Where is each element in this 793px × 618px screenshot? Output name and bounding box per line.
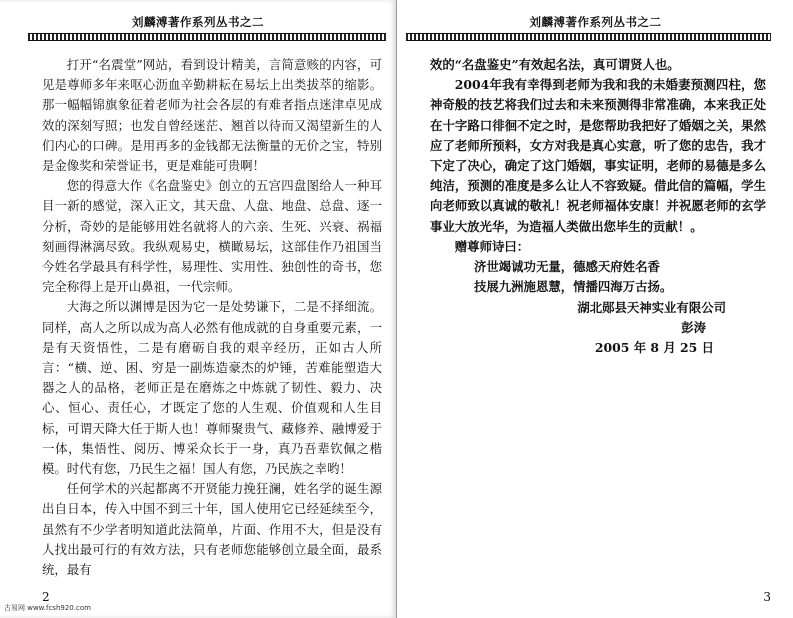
site-watermark: 古易网 www.fcsh920.com <box>4 604 91 612</box>
left-page-body <box>42 55 382 580</box>
left-page-header: 刘麟溥著作系列丛书之二 <box>132 15 264 29</box>
company-name: 湖北郧县天神实业有限公司 <box>577 299 726 315</box>
paragraph: 任何学术的兴起都离不开贤能力挽狂澜，姓名学的诞生源出自日本，传入中国不到三十年，国人使用它已经延续至今，虽然有不少学者明知道此法简单，片面、作用不大，但是没有人找出最可行的有效方法，只有老师您能够创立最全面，最系统，最有 <box>42 481 382 578</box>
paragraph: 大海之所以渊博是因为它一是处势谦下，二是不择细流。同样，高人之所以成为高人必然有他成就的自身重要元素，一是有天资悟性，二是有磨砺自我的艰辛经历，正如古人所言：“横、逆、困、穷是一副炼造豪杰的炉锤，苦难能塑造大器之人的品格，老师正是在磨炼之中炼就了韧性、毅力、决心、恒心、责任心，才既定了您的人生观、价值观和人生目标，可谓天降大任于斯人也！尊师聚贵气、藏修养、融博爱于一体，集悟性、阅历、博采众长于一身，真乃吾辈钦佩之楷模。时代有您，乃民生之福！国人有您，乃民族之幸哟！ <box>42 299 382 477</box>
paragraph: 您的得意大作《名盘鉴史》创立的五宫四盘图给人一种耳目一新的感觉，深入正文，其天盘、人盘、地盘、总盘、逐一分析，奇妙的是能够用姓名就将人的六亲、生死、兴衰、祸福刻画得淋漓尽致。我纵观易史，横瞰易坛，这部佳作乃祖国当今姓名学最具有科学性，易理性、实用性、独创性的奇书，您完全称得上是开山鼻祖，一代宗师。 <box>42 178 382 295</box>
right-page-number: 3 <box>763 590 771 604</box>
letter-date: 2005 年 8 月 25 日 <box>594 340 714 356</box>
left-page-number: 2 <box>42 590 50 604</box>
poem-line: 技展九洲施恩慧，情播四海万古扬。 <box>474 279 673 295</box>
letter-paragraph: 2004年我有幸得到老师为我和我的未婚妻预测四柱，您神奇般的技艺将我们过去和未来预测得非常准确，本来我正处在十字路口徘徊不定之时，是您帮助我把好了婚姻之关，果然应了老师所预料，女方对我是真心实意，听了您的忠告，我才下定了决心，确定了这门婚姻，事实证明，老师的易德是多么纯洁，预测的准度是多么让人不容致疑。借此信的篇幅，学生向老师致以真诚的敬礼！祝老师福体安康！并祝愿老师的玄学事业大放光华，为造福人类做出您毕生的贡献！。 <box>430 77 766 234</box>
right-header-rule <box>406 33 771 41</box>
right-page-body <box>430 55 766 358</box>
poem <box>430 257 766 298</box>
right-page-header: 刘麟溥著作系列丛书之二 <box>529 15 662 29</box>
poem-title: 赠尊师诗曰： <box>454 238 530 254</box>
left-header-rule <box>28 33 386 41</box>
poem-line: 济世竭诚功无量，德感天府姓名香 <box>474 259 660 275</box>
signer-name: 彭涛 <box>681 320 706 336</box>
paragraph: 打开“名震堂”网站，看到设计精美，言简意赅的内容，可见是尊师多年来呕心沥血辛勤耕耘在易坛上出类拔萃的缩影。那一幅幅锦旗象征着老师为社会各层的有难者指点迷津卓见成效的深刻写照；也发自曾经迷茫、翘首以待而又渴望新生的人们内心的口碑。是用再多的金钱都无法衡量的无价之宝，特别是金像奖和荣誉证书，更是难能可贵啊！ <box>42 57 382 174</box>
continuation-line: 效的“名盘鉴史”有效起名法，真可谓贤人也。 <box>430 57 680 72</box>
right-page <box>398 0 793 618</box>
